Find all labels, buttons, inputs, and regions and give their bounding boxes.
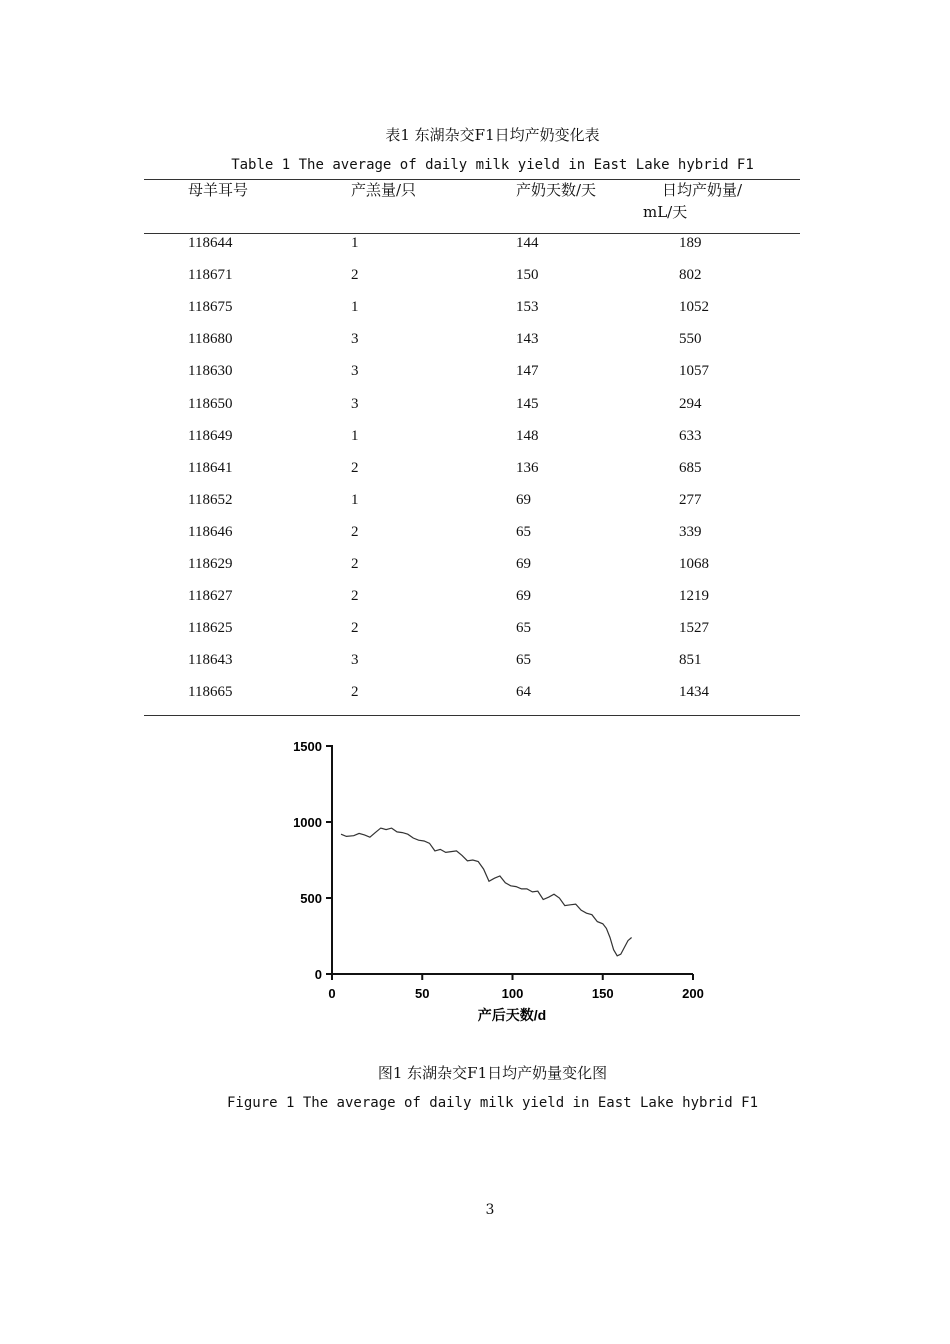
table-cell-daily-yield: 277 <box>679 491 702 508</box>
table-cell-litter-size: 2 <box>351 459 359 476</box>
table-cell-lactation-days: 153 <box>516 299 539 316</box>
chart-ticks <box>293 739 704 1001</box>
table-cell-lactation-days: 148 <box>516 427 539 444</box>
table-header-daily-yield-unit: mL/天 <box>643 203 688 221</box>
table-cell-lactation-days: 69 <box>516 588 531 605</box>
table-cell-daily-yield: 189 <box>679 235 702 251</box>
page-number: 3 <box>485 1202 495 1218</box>
table-cell-litter-size: 3 <box>351 331 359 348</box>
table-cell-lactation-days: 69 <box>516 491 531 508</box>
table-cell-ewe-id: 118625 <box>188 620 233 637</box>
table-cell-daily-yield: 1434 <box>679 684 709 701</box>
table-caption-cn: 表1 东湖杂交F1日均产奶变化表 <box>385 126 600 144</box>
table-cell-litter-size: 2 <box>351 588 359 605</box>
table-cell-ewe-id: 118675 <box>188 299 233 316</box>
table-cell-daily-yield: 1219 <box>679 588 709 605</box>
table-cell-daily-yield: 339 <box>679 523 702 540</box>
table-header-litter-size: 产羔量/只 <box>351 181 417 199</box>
table-cell-daily-yield: 1068 <box>679 556 709 572</box>
table-cell-ewe-id: 118630 <box>188 363 233 380</box>
table-cell-ewe-id: 118652 <box>188 491 233 508</box>
table-cell-litter-size: 2 <box>351 523 359 540</box>
y-tick-label: 1000 <box>293 815 322 830</box>
table-header-lactation-days: 产奶天数/天 <box>516 181 597 199</box>
table-cell-lactation-days: 147 <box>516 363 539 380</box>
table-cell-ewe-id: 118627 <box>188 588 233 605</box>
milk-yield-line-chart <box>0 730 950 1040</box>
table-cell-daily-yield: 1527 <box>679 620 709 637</box>
table-cell-lactation-days: 136 <box>516 459 539 476</box>
series-line <box>341 828 632 956</box>
table-cell-daily-yield: 851 <box>679 652 702 669</box>
table-cell-daily-yield: 1052 <box>679 299 709 316</box>
x-tick-label: 50 <box>415 986 430 1001</box>
table-cell-ewe-id: 118644 <box>188 235 233 251</box>
table-cell-litter-size: 2 <box>351 684 359 701</box>
table-cell-litter-size: 1 <box>351 299 359 316</box>
x-tick-label: 0 <box>328 986 336 1001</box>
table-cell-lactation-days: 64 <box>516 684 531 701</box>
table-cell-daily-yield: 550 <box>679 331 702 348</box>
table-header-rule <box>144 233 800 234</box>
table-cell-litter-size: 1 <box>351 427 359 444</box>
x-axis-label: 产后天数/d <box>477 1007 547 1023</box>
table-cell-daily-yield: 685 <box>679 459 702 476</box>
x-tick-label: 150 <box>591 986 614 1001</box>
table-cell-lactation-days: 145 <box>516 395 539 412</box>
table-cell-litter-size: 1 <box>351 235 359 251</box>
table-cell-litter-size: 2 <box>351 556 359 572</box>
table-cell-ewe-id: 118643 <box>188 652 233 669</box>
table-cell-ewe-id: 118641 <box>188 459 233 476</box>
table-cell-daily-yield: 294 <box>679 395 702 412</box>
table-cell-lactation-days: 65 <box>516 652 531 669</box>
table-cell-lactation-days: 65 <box>516 523 531 540</box>
table-cell-daily-yield: 1057 <box>679 363 709 380</box>
table-cell-ewe-id: 118629 <box>188 556 233 572</box>
table-cell-litter-size: 1 <box>351 491 359 508</box>
table-cell-daily-yield: 802 <box>679 267 702 284</box>
table-cell-litter-size: 3 <box>351 652 359 669</box>
table-cell-lactation-days: 65 <box>516 620 531 637</box>
table-cell-ewe-id: 118646 <box>188 523 233 540</box>
figure-caption-cn: 图1 东湖杂交F1日均产奶量变化图 <box>377 1064 608 1082</box>
table-cell-ewe-id: 118649 <box>188 427 233 444</box>
table-cell-daily-yield: 633 <box>679 427 702 444</box>
table-header-ewe-id: 母羊耳号 <box>188 181 249 199</box>
table-cell-lactation-days: 144 <box>516 235 539 251</box>
chart-axes <box>332 745 693 974</box>
table-header-daily-yield: 日均产奶量/ <box>662 181 743 199</box>
figure-caption-en: Figure 1 The average of daily milk yield in East Lake hybrid F1 <box>226 1095 758 1111</box>
table-caption-en: Table 1 The average of daily milk yield in East Lake hybrid F1 <box>231 157 754 173</box>
table-cell-ewe-id: 118665 <box>188 684 233 701</box>
y-tick-label: 1500 <box>293 739 322 754</box>
table-cell-ewe-id: 118650 <box>188 395 233 412</box>
y-tick-label: 500 <box>300 891 322 906</box>
table-cell-ewe-id: 118680 <box>188 331 233 348</box>
table-cell-ewe-id: 118671 <box>188 267 233 284</box>
table-bottom-rule <box>144 715 800 716</box>
table-cell-litter-size: 2 <box>351 620 359 637</box>
table-cell-litter-size: 3 <box>351 363 359 380</box>
y-tick-label: 0 <box>314 967 322 982</box>
x-tick-label: 100 <box>501 986 524 1001</box>
x-tick-label: 200 <box>682 986 704 1001</box>
table-cell-litter-size: 2 <box>351 267 359 284</box>
table-cell-lactation-days: 143 <box>516 331 539 348</box>
table-cell-litter-size: 3 <box>351 395 359 412</box>
table-cell-lactation-days: 69 <box>516 556 531 572</box>
table-cell-lactation-days: 150 <box>516 267 539 284</box>
